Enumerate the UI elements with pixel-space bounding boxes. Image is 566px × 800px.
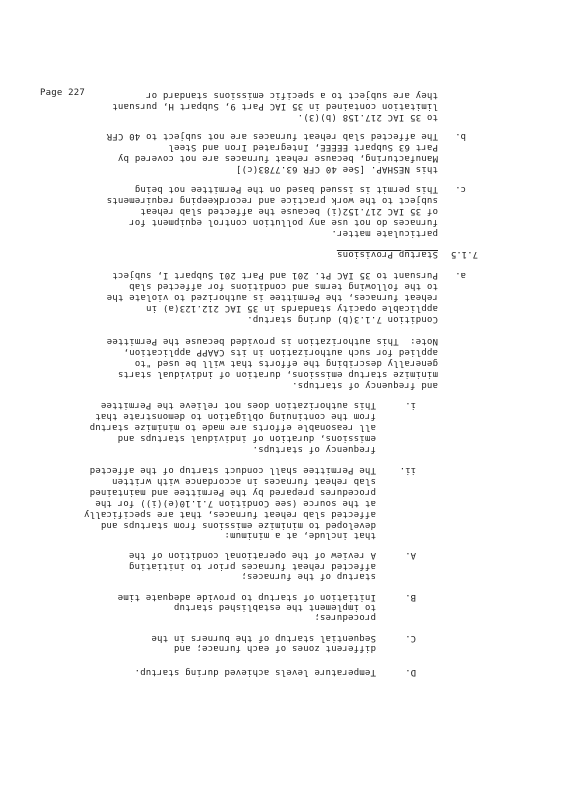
item-A-line-1: A review of the operational condition of the — [128, 550, 376, 560]
item-b-line-2: Part 63 Subpart EEEEE, Integrated Iron and Steel — [168, 142, 438, 152]
item-a-line-1: Pursuant to 35 IAC Pt. 201 and Part 201 Subpart I, subject — [112, 270, 438, 280]
item-D-marker: D. — [405, 667, 416, 677]
item-a-line-4: applicable opacity standards in 35 IAC 212.123(a) in — [145, 303, 438, 313]
item-B-line-2: to implement the established startup — [173, 602, 376, 612]
note-line-4: minimize startup emissions, duration of individual starts — [117, 369, 438, 379]
item-A-line-3: startup of the furnaces; — [241, 571, 376, 581]
item-c-line-3: of 35 IAC 217.152(i) because the affected slab reheat — [140, 206, 438, 216]
item-b-marker: b. — [455, 131, 466, 141]
item-ii-line-6: developed to minimize emissions from startups and — [100, 520, 376, 530]
item-D-line-1: Temperature levels achieved during startup. — [134, 667, 376, 677]
item-b-line-4: this NESHAP. [See 40 CFR 63.7783(c)] — [235, 164, 438, 174]
item-b-line-1: The affected slab reheat furnaces are not subject to 40 CFR — [106, 131, 438, 141]
item-c-line-5: particulate matter. — [331, 228, 438, 238]
item-ii-line-5: affected slab reheat furnaces, that are specifically — [83, 509, 376, 519]
item-a-line-3: reheat furnaces, the Permittee is authorized to violate the — [106, 292, 438, 302]
item-ii-line-7: that include, at a minimum: — [224, 530, 376, 540]
item-i-line-4: emissions, duration of individual startups and — [117, 433, 376, 443]
item-ii-marker: ii. — [399, 465, 416, 475]
item-c-line-4: furnaces do not use any pollution control equipment for — [128, 217, 438, 227]
item-C-line-2: different zones of each furnace; and — [173, 643, 376, 653]
pre-b-line-1: they are subject to a specific emissions standard or — [145, 90, 438, 100]
item-c-marker: c. — [455, 184, 466, 194]
item-ii-line-2: slab reheat furnaces in accordance with written — [111, 476, 376, 486]
item-c-line-1: This permit is issued based on the Permittee not being — [134, 184, 438, 194]
item-c-line-2: subject to the work practice and recordkeeping requirements — [106, 195, 438, 205]
item-C-line-1: Sequential startup of the burners in the — [151, 633, 376, 643]
pre-b-line-2: limitation contained in 35 IAC Part 9, Subpart H, pursuant — [112, 101, 438, 111]
pre-b-line-3: to 35 IAC 217.158 (b)(3). — [297, 112, 438, 122]
note-line-3: generally describing the efforts that will be used "to — [134, 358, 438, 368]
item-a-line-5: Condition 7.1.3(b) during startup. — [246, 314, 438, 324]
item-a-marker: a. — [455, 270, 466, 280]
item-b-line-3: Manufacturing, because reheat furnaces are not covered by — [117, 153, 438, 163]
page-header: Page 227 — [40, 88, 85, 98]
item-i-line-1: This authorization does not relieve the Permittee — [100, 400, 376, 410]
item-ii-line-1: The Permittee shall conduct startup of the affected — [89, 465, 376, 475]
item-ii-line-3: procedures prepared by the Permittee and maintained — [89, 487, 376, 497]
item-B-marker: B. — [405, 592, 416, 602]
note-line-2: applied for such authorization in its CAAPP application, — [123, 347, 438, 357]
item-B-line-3: procedures; — [314, 612, 376, 622]
item-i-marker: i. — [405, 400, 416, 410]
item-i-line-5: frequency of startups. — [252, 444, 376, 454]
item-B-line-1: Initiation of startup to provide adequate time — [117, 592, 376, 602]
item-A-line-2: affected reheat furnaces prior to initiating — [128, 561, 376, 571]
item-i-line-2: from the continuing obligation to demonstrate that — [95, 411, 376, 421]
item-a-line-2: to the following terms and conditions for affected slab — [128, 281, 438, 291]
item-C-marker: C. — [405, 633, 416, 643]
item-A-marker: A. — [405, 550, 416, 560]
section-title: Startup Provisions — [336, 249, 438, 259]
item-i-line-3: all reasonable efforts are made to minimize startup — [89, 422, 376, 432]
section-number: 7.1.5 — [450, 249, 478, 259]
item-ii-line-4: at the source (see Condition 7.1.10(e)(i)) for the — [95, 498, 376, 508]
note-line-5: and frequency of startups. — [291, 380, 438, 390]
note-line-1: Note: This authorization is provided because the Permittee — [106, 336, 438, 346]
